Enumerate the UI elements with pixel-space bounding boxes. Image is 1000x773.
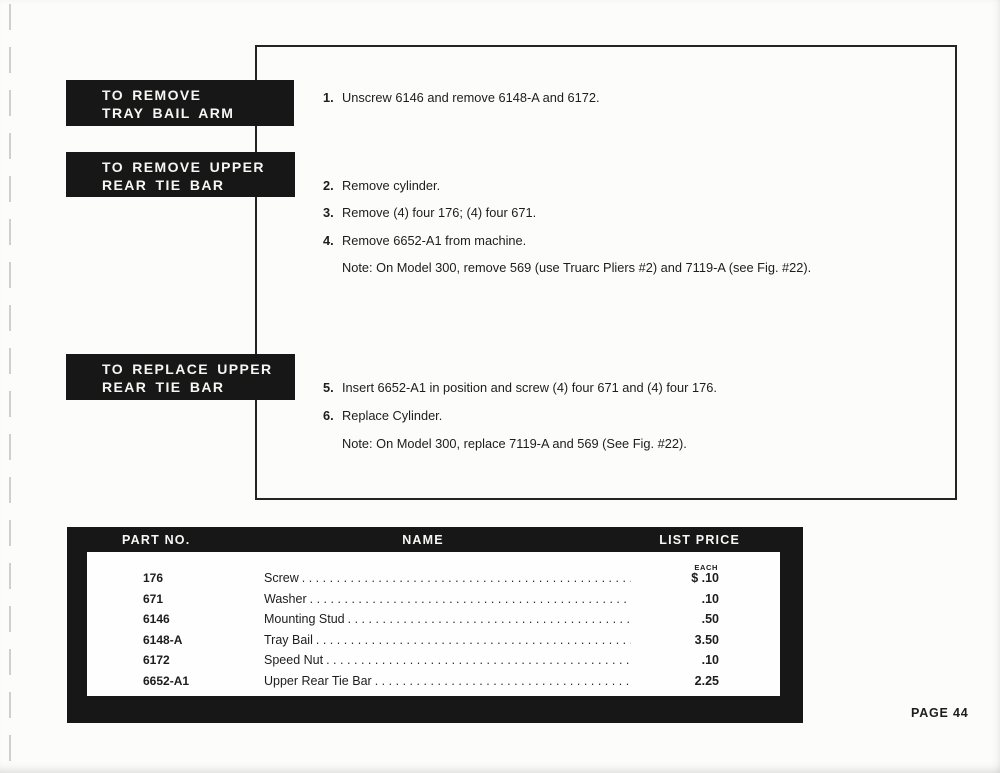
instruction-step-2: [323, 178, 440, 193]
part-number-cell: 6652-A1: [143, 673, 190, 688]
table-row: [87, 671, 780, 692]
dot-leader: [316, 630, 631, 651]
step-number: 3.: [323, 205, 334, 220]
dot-leader: [310, 589, 631, 610]
step-number: 4.: [323, 233, 334, 248]
dot-leader: [302, 568, 631, 589]
part-number-cell: 6146: [143, 612, 170, 627]
step-number: 5.: [323, 380, 334, 395]
step-text: Remove cylinder.: [342, 178, 441, 193]
section-header-line: REAR TIE BAR: [102, 177, 225, 193]
part-number-cell: 6148-A: [143, 632, 183, 647]
column-header-list-price: LIST PRICE: [659, 533, 740, 547]
part-name-cell: [264, 630, 631, 651]
binding-marks: [9, 4, 11, 766]
section-header-line: REAR TIE BAR: [102, 379, 225, 395]
part-name-cell: [264, 589, 631, 610]
price-cell: 3.50: [694, 632, 719, 647]
table-header-row: [67, 527, 803, 552]
price-cell: $ .10: [691, 571, 719, 585]
instruction-step-1: [323, 90, 600, 105]
instruction-step-3: [323, 205, 536, 220]
table-row: [87, 650, 780, 671]
part-name-cell: [264, 568, 631, 589]
step-number: 6.: [323, 408, 334, 423]
unit-label-each: EACH: [694, 563, 718, 572]
column-header-part-no: PART NO.: [122, 533, 191, 547]
instruction-step-4: [323, 233, 526, 248]
part-number-cell: 671: [143, 591, 164, 606]
part-number-cell: 6172: [143, 653, 170, 668]
column-header-name: NAME: [402, 533, 444, 547]
price-cell: .50: [701, 612, 719, 627]
step-text: Remove (4) four 176; (4) four 671.: [342, 205, 537, 220]
table-row: [87, 609, 780, 630]
part-name-cell: [264, 650, 631, 671]
part-name: Screw: [264, 571, 299, 585]
section-header-line: TO REPLACE UPPER: [102, 361, 273, 377]
part-name: Tray Bail: [264, 632, 313, 647]
step-text: Unscrew 6146 and remove 6148-A and 6172.: [342, 90, 600, 105]
section-header-line: TO REMOVE UPPER: [102, 159, 265, 175]
dot-leader: [375, 671, 631, 692]
instruction-step-5: [323, 380, 717, 395]
part-number-cell: 176: [143, 571, 164, 585]
section-header-line: TO REMOVE: [102, 87, 202, 103]
step-text: Remove 6652-A1 from machine.: [342, 233, 527, 248]
table-row: [87, 568, 780, 589]
part-name: Upper Rear Tie Bar: [264, 673, 372, 688]
dot-leader: [326, 650, 631, 671]
table-rows: [87, 552, 780, 692]
part-name: Mounting Stud: [264, 612, 345, 627]
table-row: [87, 630, 780, 651]
part-name: Speed Nut: [264, 653, 324, 668]
price-cell: .10: [701, 653, 719, 668]
part-name: Washer: [264, 591, 307, 606]
section-header-remove-tray-bail-arm: [66, 80, 294, 126]
table-body-panel: [87, 552, 780, 696]
section-header-remove-upper-rear-tie-bar: [66, 152, 295, 197]
note-model-300-replace: Note: On Model 300, replace 7119-A and 569 (See Fig. #22).: [342, 436, 687, 451]
price-cell: .10: [701, 591, 719, 606]
step-number: 2.: [323, 178, 334, 193]
step-number: 1.: [323, 90, 334, 105]
note-model-300-remove: Note: On Model 300, remove 569 (use Truarc Pliers #2) and 7119-A (see Fig. #22).: [342, 260, 812, 275]
part-name-cell: [264, 671, 631, 692]
part-name-cell: [264, 609, 631, 630]
step-text: Insert 6652-A1 in position and screw (4) four 671 and (4) four 176.: [342, 380, 717, 395]
section-header-line: TRAY BAIL ARM: [102, 105, 235, 121]
instruction-step-6: [323, 408, 442, 423]
price-cell: 2.25: [694, 673, 719, 688]
parts-price-table: [67, 527, 803, 723]
section-header-replace-upper-rear-tie-bar: [66, 354, 295, 400]
table-row: [87, 589, 780, 610]
dot-leader: [348, 609, 631, 630]
page-number: PAGE 44: [911, 706, 969, 720]
step-text: Replace Cylinder.: [342, 408, 443, 423]
